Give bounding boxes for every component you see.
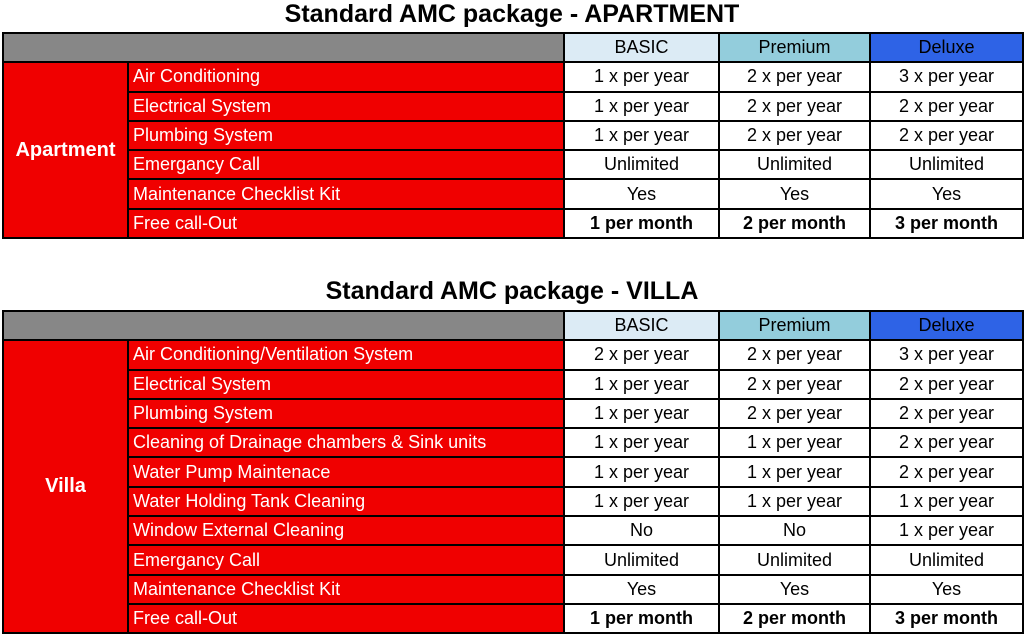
apartment-header-basic: BASIC xyxy=(564,33,719,62)
deluxe-value: 3 per month xyxy=(870,604,1023,633)
basic-value: 1 x per year xyxy=(564,92,719,121)
table-row xyxy=(3,62,1023,91)
deluxe-value: 3 x per year xyxy=(870,340,1023,369)
apartment-title: Standard AMC package - APARTMENT xyxy=(284,0,740,28)
deluxe-value: Unlimited xyxy=(870,545,1023,574)
villa-header-basic: BASIC xyxy=(564,311,719,340)
premium-value: 1 x per year xyxy=(719,457,870,486)
table-row xyxy=(3,457,1023,486)
deluxe-value: 2 x per year xyxy=(870,399,1023,428)
villa-header-row xyxy=(3,311,1023,340)
table-row xyxy=(3,545,1023,574)
premium-value: 2 per month xyxy=(719,604,870,633)
basic-value: Yes xyxy=(564,179,719,208)
basic-value: 1 x per year xyxy=(564,370,719,399)
basic-value: 1 per month xyxy=(564,604,719,633)
basic-value: 1 x per year xyxy=(564,457,719,486)
premium-value: 2 x per year xyxy=(719,62,870,91)
feature-label: Air Conditioning/Ventilation System xyxy=(128,340,564,369)
feature-label: Window External Cleaning xyxy=(128,516,564,545)
table-row xyxy=(3,487,1023,516)
deluxe-value: 1 x per year xyxy=(870,516,1023,545)
feature-label: Air Conditioning xyxy=(128,62,564,91)
deluxe-value: 2 x per year xyxy=(870,457,1023,486)
table-row xyxy=(3,370,1023,399)
apartment-group-label: Apartment xyxy=(3,62,128,238)
premium-value: 2 x per year xyxy=(719,92,870,121)
feature-label: Free call-Out xyxy=(128,209,564,238)
feature-label: Emergancy Call xyxy=(128,545,564,574)
feature-label: Plumbing System xyxy=(128,399,564,428)
feature-label: Free call-Out xyxy=(128,604,564,633)
deluxe-value: 2 x per year xyxy=(870,121,1023,150)
table-row xyxy=(3,575,1023,604)
feature-label: Electrical System xyxy=(128,370,564,399)
deluxe-value: 3 x per year xyxy=(870,62,1023,91)
basic-value: 1 x per year xyxy=(564,121,719,150)
deluxe-value: 2 x per year xyxy=(870,92,1023,121)
apartment-header-blank xyxy=(3,33,564,62)
table-row xyxy=(3,209,1023,238)
feature-label: Cleaning of Drainage chambers & Sink units xyxy=(128,428,564,457)
apartment-header-row xyxy=(3,33,1023,62)
premium-value: 2 x per year xyxy=(719,121,870,150)
deluxe-value: 2 x per year xyxy=(870,428,1023,457)
feature-label: Maintenance Checklist Kit xyxy=(128,575,564,604)
villa-table xyxy=(2,310,1024,634)
basic-value: Unlimited xyxy=(564,545,719,574)
table-row xyxy=(3,340,1023,369)
premium-value: 2 per month xyxy=(719,209,870,238)
feature-label: Maintenance Checklist Kit xyxy=(128,179,564,208)
table-row xyxy=(3,516,1023,545)
deluxe-value: 2 x per year xyxy=(870,370,1023,399)
apartment-table xyxy=(2,32,1024,239)
premium-value: 1 x per year xyxy=(719,487,870,516)
table-row xyxy=(3,121,1023,150)
feature-label: Water Holding Tank Cleaning xyxy=(128,487,564,516)
villa-header-blank xyxy=(3,311,564,340)
premium-value: Unlimited xyxy=(719,545,870,574)
feature-label: Emergancy Call xyxy=(128,150,564,179)
deluxe-value: 1 x per year xyxy=(870,487,1023,516)
table-row xyxy=(3,150,1023,179)
premium-value: 2 x per year xyxy=(719,370,870,399)
premium-value: 1 x per year xyxy=(719,428,870,457)
basic-value: 1 x per year xyxy=(564,399,719,428)
apartment-header-premium: Premium xyxy=(719,33,870,62)
villa-title: Standard AMC package - VILLA xyxy=(325,277,699,305)
premium-value: No xyxy=(719,516,870,545)
table-row xyxy=(3,92,1023,121)
basic-value: No xyxy=(564,516,719,545)
villa-header-deluxe: Deluxe xyxy=(870,311,1023,340)
table-row xyxy=(3,428,1023,457)
basic-value: Unlimited xyxy=(564,150,719,179)
premium-value: 2 x per year xyxy=(719,399,870,428)
villa-group-label: Villa xyxy=(3,340,128,633)
basic-value: 2 x per year xyxy=(564,340,719,369)
deluxe-value: Yes xyxy=(870,179,1023,208)
apartment-header-deluxe: Deluxe xyxy=(870,33,1023,62)
feature-label: Electrical System xyxy=(128,92,564,121)
feature-label: Water Pump Maintenace xyxy=(128,457,564,486)
basic-value: 1 x per year xyxy=(564,62,719,91)
table-row xyxy=(3,179,1023,208)
premium-value: 2 x per year xyxy=(719,340,870,369)
table-row xyxy=(3,604,1023,633)
basic-value: 1 per month xyxy=(564,209,719,238)
premium-value: Yes xyxy=(719,575,870,604)
villa-header-premium: Premium xyxy=(719,311,870,340)
deluxe-value: Yes xyxy=(870,575,1023,604)
table-row xyxy=(3,399,1023,428)
basic-value: 1 x per year xyxy=(564,428,719,457)
deluxe-value: 3 per month xyxy=(870,209,1023,238)
basic-value: 1 x per year xyxy=(564,487,719,516)
basic-value: Yes xyxy=(564,575,719,604)
deluxe-value: Unlimited xyxy=(870,150,1023,179)
feature-label: Plumbing System xyxy=(128,121,564,150)
premium-value: Unlimited xyxy=(719,150,870,179)
premium-value: Yes xyxy=(719,179,870,208)
